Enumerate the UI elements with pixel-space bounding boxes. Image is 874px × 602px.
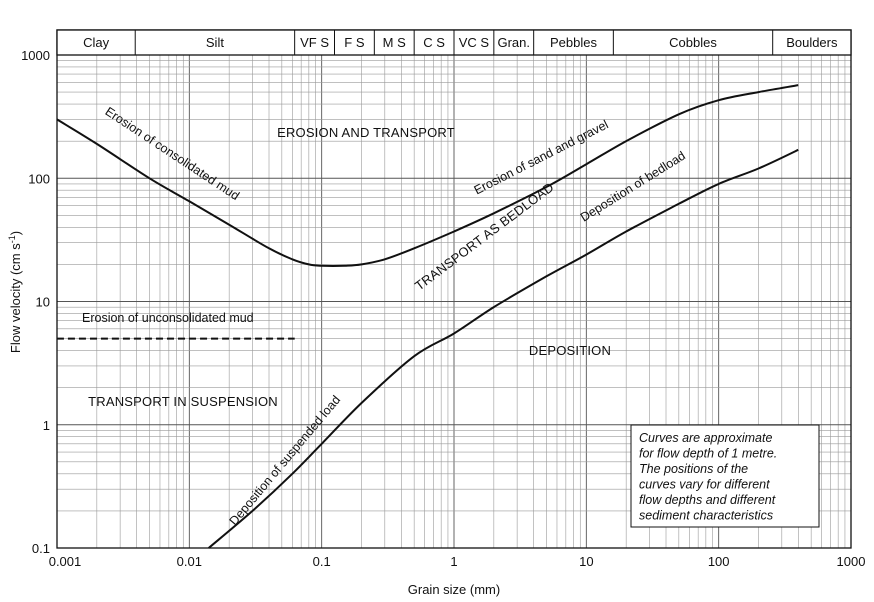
x-axis-label: Grain size (mm) xyxy=(407,582,501,597)
note-line: flow depths and different xyxy=(639,493,776,507)
region-label-deposition: DEPOSITION xyxy=(528,343,612,358)
y-axis-label: Flow velocity (cm $s^{-1}$) xyxy=(7,230,23,354)
x-tick-label: 100 xyxy=(707,554,730,569)
x-tick-label: 1000 xyxy=(836,554,866,569)
grain-class-label: Gran. xyxy=(497,35,531,50)
y-tick-label: 1 xyxy=(42,417,50,433)
grain-class-label: C S xyxy=(423,35,445,50)
region-label-erosion_transport: EROSION AND TRANSPORT xyxy=(277,125,455,140)
grain-class-label: M S xyxy=(382,35,406,50)
y-tick-label: 10 xyxy=(35,294,50,310)
note-line: The positions of the xyxy=(639,462,749,476)
note-line: Curves are approximate xyxy=(639,431,773,445)
region-label-bedload: TRANSPORT AS BEDLOAD xyxy=(412,179,557,294)
grain-size-band xyxy=(57,30,851,55)
grain-class-label: Pebbles xyxy=(550,35,598,50)
grain-class-label: Silt xyxy=(205,35,224,50)
note-line: curves vary for different xyxy=(639,477,770,492)
x-tick-label: 0.001 xyxy=(48,554,82,569)
grain-class-label: Boulders xyxy=(786,35,838,50)
y-tick-label: 0.1 xyxy=(31,541,50,556)
y-tick-label: 1000 xyxy=(21,48,50,63)
x-tick-label: 10 xyxy=(579,554,594,569)
curve-label-erosion_mud: Erosion of consolidated mud xyxy=(102,104,242,204)
note-line: sediment characteristics xyxy=(639,508,774,523)
x-tick-label: 0.01 xyxy=(176,554,202,569)
annotations xyxy=(82,104,819,528)
curve-erosion xyxy=(57,85,798,266)
grain-class-label: Cobbles xyxy=(669,35,717,50)
grain-class-label: Clay xyxy=(83,35,110,50)
y-tick-label: 100 xyxy=(28,171,50,187)
region-label-suspension: TRANSPORT IN SUSPENSION xyxy=(88,394,278,409)
curve-label-unconsolidated: Erosion of unconsolidated mud xyxy=(82,311,254,325)
x-tick-label: 0.1 xyxy=(312,554,331,569)
curve-label-erosion_sand: Erosion of sand and gravel xyxy=(471,117,611,198)
curve-label-deposition_bedload: Deposition of bedload xyxy=(577,148,688,225)
x-tick-label: 1 xyxy=(450,554,458,569)
grain-class-label: F S xyxy=(344,35,365,50)
curve-label-deposition_suspended: Deposition of suspended load xyxy=(226,392,344,529)
grain-class-label: VF S xyxy=(300,35,330,50)
note-line: for flow depth of 1 metre. xyxy=(639,446,778,461)
grain-class-label: VC S xyxy=(458,35,490,50)
